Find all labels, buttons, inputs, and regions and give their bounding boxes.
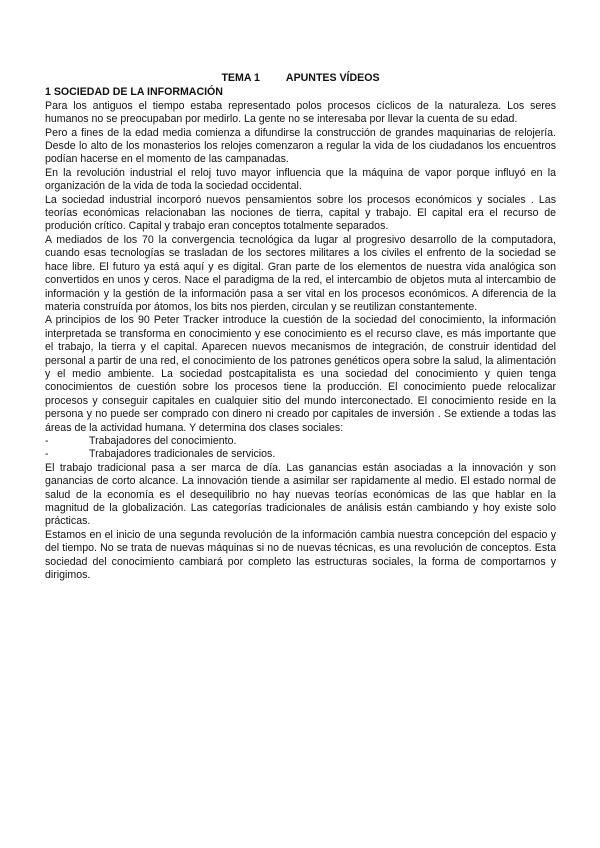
paragraph: A mediados de los 70 la convergencia tecnológica da lugar al progresivo desarrollo de la computadora, cuando esas tecnologías se trasladan de los sectores militares a los civiles el enfrento de la sociedad se hace libre. El futuro ya está aquí y es digital. Gran parte de los elementos de nuestra vida analógica son convertidos en unos y ceros. Nace el paradigma de la red, el intercambio de objetos muta al intercambio de información y la gestión de la información pasa a ser vital en los procesos económicos. A diferencia de la materia construída por átomos, los bits nos pierden, circulan y se reutilizan constantemente. [45,233,556,313]
title-subject: APUNTES VÍDEOS [285,72,380,84]
paragraph: A principios de los 90 Peter Tracker introduce la cuestión de la sociedad del conocimiento, la información interpretada se transforma en conocimiento y ese conocimiento es el recurso clave, es más importante que el trabajo, la tierra y el capital. Aparecen nuevos mecanismos de integración, de construir identidad del personal a partir de una red, el conocimiento de los patrones genéticos opera sobre la salud, la alimentación y el medio ambiente. La sociedad postcapitalista es una sociedad del conocimiento y quien tenga conocimientos de cuestión sobre los procesos tiene la producción. El conocimiento puede relocalizar procesos y conseguir capitales en cualquier sitio del mundo interconectado. El conocimiento reside en la persona y no puede ser comprado con dinero ni creado por capitales de inversión . Se extiende a todas las áreas de la actividad humana. Y determina dos clases sociales: [45,314,556,434]
document-page [45,72,556,582]
paragraph: El trabajo tradicional pasa a ser marca de día. Las ganancias están asociadas a la innovación y son ganancias de corto alcance. La innovación tiende a asimilar ser rapidamente al medio. El estado normal de salud de la economía es el desequilibrio no hay nuevas teorías económicas de las que hablar en la magnitud de la globalización. Las categorías tradicionales de análisis están cambiando y hoy existe solo prácticas. [45,461,556,528]
list-item [45,435,556,448]
list-item-text: Trabajadores tradicionales de servicios. [89,448,276,461]
paragraph: Estamos en el inicio de una segunda revolución de la información cambia nuestra concepción del espacio y del tiempo. No se trata de nuevas máquinas si no de nuevas técnicas, es una revolución de conceptos. Esta sociedad del conocimiento cambiará por completo las estructuras sociales, la forma de comportarnos y dirigimos. [45,528,556,582]
list-item [45,448,556,461]
bullet-dash: - [45,434,49,447]
list-item-text: Trabajadores del conocimiento. [89,434,237,447]
document-title [45,72,556,85]
paragraph: En la revolución industrial el reloj tuvo mayor influencia que la máquina de vapor porque influyó en la organización de la vida de toda la sociedad occidental. [45,166,556,193]
section-heading: 1 SOCIEDAD DE LA INFORMACIÓN [45,86,223,99]
paragraph: Pero a fines de la edad media comienza a difundirse la construcción de grandes maquinarias de relojería. Desde lo alto de los monasterios los relojes comenzaron a regular la vida de los ciudadanos los encuentros podían hacerse en el momento de las campanadas. [45,126,556,166]
paragraph: La sociedad industrial incorporó nuevos pensamientos sobre los procesos económicos y sociales . Las teorías económicas relacionaban las nociones de tierra, capital y trabajo. El capital era el recurso de produción crítico. Capital y trabajo eran conceptos totalmente separados. [45,193,556,233]
bullet-dash: - [45,448,49,461]
paragraph: Para los antiguos el tiempo estaba representado polos procesos cíclicos de la naturaleza. Los seres humanos no se preocupaban por medirlo. La gente no se interesaba por llevar la cuenta de su edad. [45,99,556,126]
title-topic: TEMA 1 [221,72,260,84]
